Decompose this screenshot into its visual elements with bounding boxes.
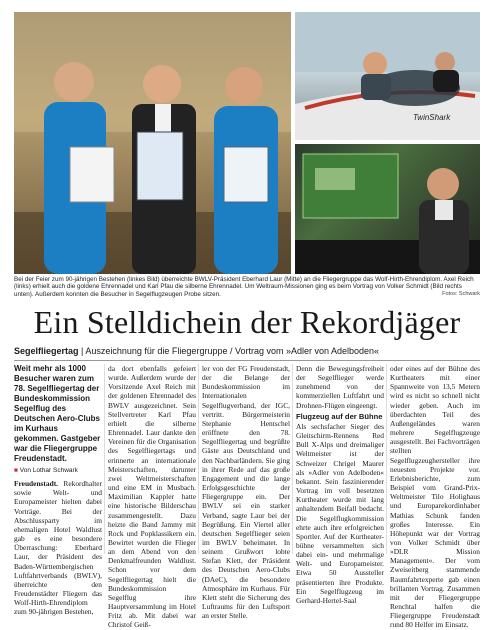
headline: Ein Stelldichein der Rekordjäger [33,304,461,340]
byline [14,466,102,475]
author-name: Von Lothar Schwark [19,467,78,474]
lecture-illustration [295,144,480,274]
column-divider [386,364,387,554]
lead-paragraph: Weit mehr als 1000 Besucher waren zum 78. Segelfliegertag der Bundeskommission Segelflug des Deutschen Aero-Clubs im Kurhaus gekommen. Gastgeber war die Fliegergruppe Freudenstadt. [14,364,101,463]
body-text: Als sechsfacher Sieger des Gleitschirm-Rennens Red Bull X-Alps und dreimaliger Weltmeister ist der Schweizer Chrigel Maurer als »Adler von Adelboden« bekannt. Sein faszinierender Vortrag im voll besetzten Kurtheater wurde mit lang anhaltendem Beifall bedacht. Die Segelflugkommission ehrte auch ihre erfolgreichen Sportler. Auf der Kurtheater-bühne versammelten sich dabei ein- und mehrmalige Welt- und Europameister. Etwa 50 Aussteller präsentierten ihre Produkte. Ein Segelflugzeug im Gerhard-Hertel-Saal [296,421,384,605]
glider-cockpit-photo [295,12,480,140]
byline-marker-icon: ■ [14,467,18,474]
article-column-3 [202,364,290,621]
article-column-4 [296,364,384,605]
award-ceremony-photo [14,12,291,274]
body-text: Denn die Bewegungsfreiheit der Segelflieger werde zunehmend von der kommerziellen Luftfahrt und Drohnen-Flügen eingeengt. [296,364,384,410]
glider-illustration [295,12,480,140]
column-divider [292,364,293,554]
subheadline [14,345,480,357]
subhead-kicker: Segelfliegertag [14,346,79,356]
column-divider [104,364,105,554]
subhead-text: | Auszeichnung für die Fliegergruppe / Vortrag vom »Adler von Adelboden« [78,346,380,356]
lecture-photo [295,144,480,274]
svg-text:TwinShark: TwinShark [413,113,451,122]
intertitle: Flugzeug auf der Bühne [296,411,383,421]
body-text: oder eines auf der Bühne des Kurtheaters mit einer Spannweite von 13,5 Metern wird es nicht so schnell nicht wieder geben. Auch im überdachten Teil des Außengeländes waren mehrere Segelflugzeuge ausgestellt. Bei Fachvorträgen stellten Segelflugzeughersteller ihre neuesten Projekte vor. Erlebnisberichte, zum Beispiel vom Grand-Prix-Weltmeister Tilo Holighaus und Europarekordinhaber Mathias Schunk fanden großes Interesse. Ein Höhepunkt war der Vortrag von Volker Schmidt über »DLR Mission Management«. Der vom Zweiseitberg stammende Raumfahrtexperte gab einen brillanten Vortrag. Zusammen mit der Fliegergruppe Renchtal halfen die Fliegergruppe Freudenstadt rund 80 Helfer im Einsatz. [390,364,480,630]
award-ceremony-illustration [14,12,291,274]
column-divider [198,364,199,554]
photo-caption: Bei der Feier zum 90-jährigen Bestehen (linkes Bild) überreichte BWLV-Präsident Eberhard Laur (Mitte) an die Fliegergruppe das Wolf-Hirth-Ehrendiplom. Axel Reich (links) erhielt auch die goldene Ehrennadel und Karl Pfau die silberne Ehrennadel. Um Weltraum-Missionen ging es beim Vortrag von Volker Schmidt (Bild rechts unten). Außerdem konnten die Besucher in Segelflugzeugen Probe sitzen. [14,276,474,298]
body-text: ler von der FG Freudenstadt, der die Belange der Bundeskommission im Internationalen Segelflugverband, der IGC, vertritt. Bürgermeisterin Stephanie Hentschel eröffnete den 78. Segelfliegertag und begrüßte Gäste aus Deutschland und den Nachbarländern. Sie ging in ihrer Rede auf das große Engagement und die lange Erfolgsgeschichte der Fliegergruppe ein. Der BWLV sei ein starker Verband, sagte Laur bei der Begrüßung. Ein Viertel aller deutschen Segelflieger seien im BWLV beheimatet. In seinem Grußwort lobte Stefan Klett, der Präsident des Deutschen Aero-Clubs (DAeC), die besondere Atmosphäre im Kurhaus. Für Klett steht die Sicherung des Luftraums für den Luftsport an erster Stelle. [202,364,290,621]
photo-collage [14,12,480,274]
body-text: Rekordhalter sowie Welt- und Europameister hielten dabei Vorträge. Bei der Abschlussparty im ehemaligen Hotel Waldlust gab es eine besondere Überraschung: Eberhard Laur, der Präsident des Baden-Württembergischen Luftfahrtverbands (BWLV), überreichte den Freudenstädter Fliegern das Wolf-Hirth-Ehrendiplom zum 90-jährigen Bestehen, [14,479,102,617]
body-text: da dort ebenfalls gefeiert wurde. Außerdem wurde der Vorsitzende Axel Reich mit der goldenen Ehrennadel des BWLV ausgezeichnet. Sein Stellvertreter Karl Pfau erhielt die silberne Ehrennadel. Laur dankte den Vereinen für die Organisation des Segelfliegertags und erinnerte an internationale Meisterschaften, darunter zwei Weltmeisterschaften und eine EM in Musbach. Maximilian Kappler hatte eine historische Bilderschau zusammengestellt. Dazu heizte die Band Jammy mit Rock und Popklassikern ein. Bewirtet wurden die Flieger an dem Abend von den Denkmalfreunden Waldlust. Schon vor dem Segelfliegertag hielt die Bundeskommission Segelflug ihre Hauptversammlung im Hotel Fritz ab. Mit dabei war Christof Geiß- [108,364,196,630]
dateline: Freudenstadt. [14,479,59,489]
photo-credit: Fotos: Schwark [442,291,480,297]
body-paragraph [14,479,102,616]
article-column-5 [390,364,480,630]
article-column-2 [108,364,196,630]
article-column-1 [14,364,102,617]
divider [14,360,480,361]
